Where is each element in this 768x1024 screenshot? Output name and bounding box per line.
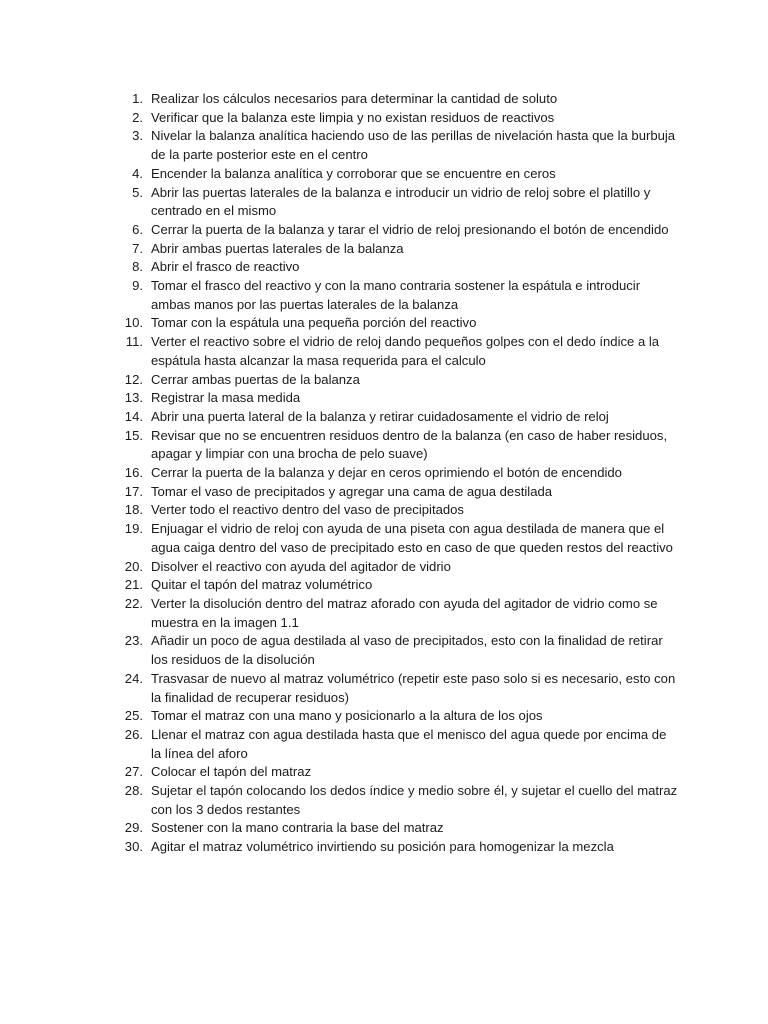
- step-text: Verter el reactivo sobre el vidrio de reloj dando pequeños golpes con el dedo índice a la espátula hasta alcanzar la masa requerida para el calculo: [151, 334, 660, 368]
- step-text: Abrir las puertas laterales de la balanza e introducir un vidrio de reloj sobre el platillo y centrado en el mismo: [151, 184, 651, 219]
- step-number: 26.: [124, 726, 143, 742]
- procedure-step-9: [118, 277, 678, 314]
- step-number: 19.: [124, 521, 143, 537]
- step-text: Abrir ambas puertas laterales de la balanza: [151, 240, 404, 256]
- step-text: Tomar con la espátula una pequeña porción del reactivo: [151, 315, 477, 331]
- procedure-step-25: [118, 707, 678, 726]
- procedure-step-19: [118, 520, 678, 557]
- step-text: Verter todo el reactivo dentro del vaso de precipitados: [151, 502, 464, 518]
- step-number: 7.: [132, 240, 143, 256]
- step-text: Tomar el vaso de precipitados y agregar una cama de agua destilada: [151, 483, 553, 499]
- procedure-step-17: [118, 483, 678, 502]
- step-text: Enjuagar el vidrio de reloj con ayuda de una piseta con agua destilada de manera que el agua caiga dentro del vaso de precipitado esto en caso de que queden restos del reactivo: [151, 521, 673, 555]
- step-number: 1.: [132, 91, 143, 106]
- step-number: 22.: [124, 595, 143, 611]
- procedure-step-15: [118, 427, 678, 464]
- procedure-step-27: [118, 763, 678, 782]
- step-number: 21.: [124, 577, 143, 593]
- step-number: 28.: [124, 783, 143, 799]
- step-text: Sujetar el tapón colocando los dedos índice y medio sobre él, y sujetar el cuello del matraz con los 3 dedos restantes: [151, 783, 678, 817]
- procedure-step-12: [118, 371, 678, 390]
- procedure-step-26: [118, 726, 678, 763]
- step-number: 17.: [124, 483, 143, 499]
- step-text: Disolver el reactivo con ayuda del agitador de vidrio: [151, 558, 451, 574]
- procedure-step-18: [118, 501, 678, 520]
- step-number: 12.: [124, 371, 143, 387]
- step-text: Llenar el matraz con agua destilada hasta que el menisco del agua quede por encima de la línea del aforo: [151, 726, 667, 761]
- step-number: 13.: [124, 390, 143, 406]
- step-text: Registrar la masa medida: [151, 390, 301, 406]
- procedure-step-29: [118, 819, 678, 838]
- step-text: Trasvasar de nuevo al matraz volumétrico (repetir este paso solo si es necesario, esto con la finalidad de recuperar residuos): [151, 670, 676, 705]
- step-number: 8.: [132, 259, 143, 275]
- step-text: Quitar el tapón del matraz volumétrico: [151, 577, 373, 593]
- procedure-steps-list: [118, 90, 678, 857]
- procedure-step-6: [118, 221, 678, 240]
- step-text: Revisar que no se encuentren residuos dentro de la balanza (en caso de haber residuos, apagar y limpiar con una brocha de pelo suave): [151, 427, 668, 462]
- procedure-step-2: [118, 109, 678, 128]
- step-number: 5.: [132, 184, 143, 200]
- step-number: 3.: [132, 128, 143, 144]
- step-text: Verificar que la balanza este limpia y no existan residuos de reactivos: [151, 109, 555, 125]
- step-number: 18.: [124, 502, 143, 518]
- procedure-step-4: [118, 165, 678, 184]
- step-text: Colocar el tapón del matraz: [151, 764, 312, 780]
- procedure-step-10: [118, 314, 678, 333]
- step-number: 29.: [124, 820, 143, 836]
- step-text: Abrir una puerta lateral de la balanza y retirar cuidadosamente el vidrio de reloj: [151, 408, 609, 424]
- step-number: 20.: [124, 558, 143, 574]
- procedure-step-22: [118, 595, 678, 632]
- step-text: Verter la disolución dentro del matraz aforado con ayuda del agitador de vidrio como se muestra en la imagen 1.1: [151, 595, 658, 630]
- step-number: 30.: [124, 839, 143, 855]
- procedure-step-8: [118, 258, 678, 277]
- step-number: 11.: [125, 334, 143, 350]
- procedure-step-13: [118, 389, 678, 408]
- step-number: 15.: [124, 427, 143, 443]
- step-text: Cerrar la puerta de la balanza y tarar el vidrio de reloj presionando el botón de encendido: [151, 221, 669, 237]
- procedure-step-23: [118, 632, 678, 669]
- procedure-step-28: [118, 782, 678, 819]
- procedure-step-16: [118, 464, 678, 483]
- step-number: 6.: [132, 221, 143, 237]
- procedure-step-1: [118, 90, 678, 109]
- procedure-step-24: [118, 670, 678, 707]
- step-text: Tomar el matraz con una mano y posicionarlo a la altura de los ojos: [151, 708, 543, 724]
- step-number: 27.: [124, 764, 143, 780]
- step-text: Abrir el frasco de reactivo: [151, 259, 300, 275]
- step-text: Nivelar la balanza analítica haciendo uso de las perillas de nivelación hasta que la burbuja de la parte posterior este en el centro: [151, 128, 676, 163]
- step-text: Sostener con la mano contraria la base del matraz: [151, 820, 444, 836]
- step-number: 4.: [132, 165, 143, 181]
- step-number: 25.: [124, 708, 143, 724]
- step-number: 2.: [132, 109, 143, 125]
- step-number: 9.: [132, 278, 143, 294]
- step-text: Tomar el frasco del reactivo y con la mano contraria sostener la espátula e introducir ambas manos por las puertas laterales de la balanza: [151, 278, 641, 312]
- step-text: Agitar el matraz volumétrico invirtiendo su posición para homogenizar la mezcla: [151, 839, 614, 855]
- procedure-step-30: [118, 838, 678, 857]
- step-number: 23.: [124, 633, 143, 649]
- procedure-step-11: [118, 333, 678, 370]
- procedure-step-14: [118, 408, 678, 427]
- step-text: Cerrar ambas puertas de la balanza: [151, 371, 360, 387]
- procedure-step-3: [118, 127, 678, 164]
- procedure-step-20: [118, 558, 678, 577]
- procedure-step-21: [118, 576, 678, 595]
- step-text: Añadir un poco de agua destilada al vaso de precipitados, esto con la finalidad de retirar los residuos de la disolución: [151, 633, 663, 668]
- procedure-step-5: [118, 184, 678, 221]
- step-text: Encender la balanza analítica y corroborar que se encuentre en ceros: [151, 165, 556, 181]
- step-text: Realizar los cálculos necesarios para determinar la cantidad de soluto: [151, 91, 558, 106]
- step-number: 16.: [124, 465, 143, 481]
- step-number: 10.: [124, 315, 143, 331]
- step-text: Cerrar la puerta de la balanza y dejar en ceros oprimiendo el botón de encendido: [151, 465, 622, 481]
- step-number: 14.: [124, 408, 143, 424]
- procedure-step-7: [118, 240, 678, 259]
- step-number: 24.: [124, 670, 143, 686]
